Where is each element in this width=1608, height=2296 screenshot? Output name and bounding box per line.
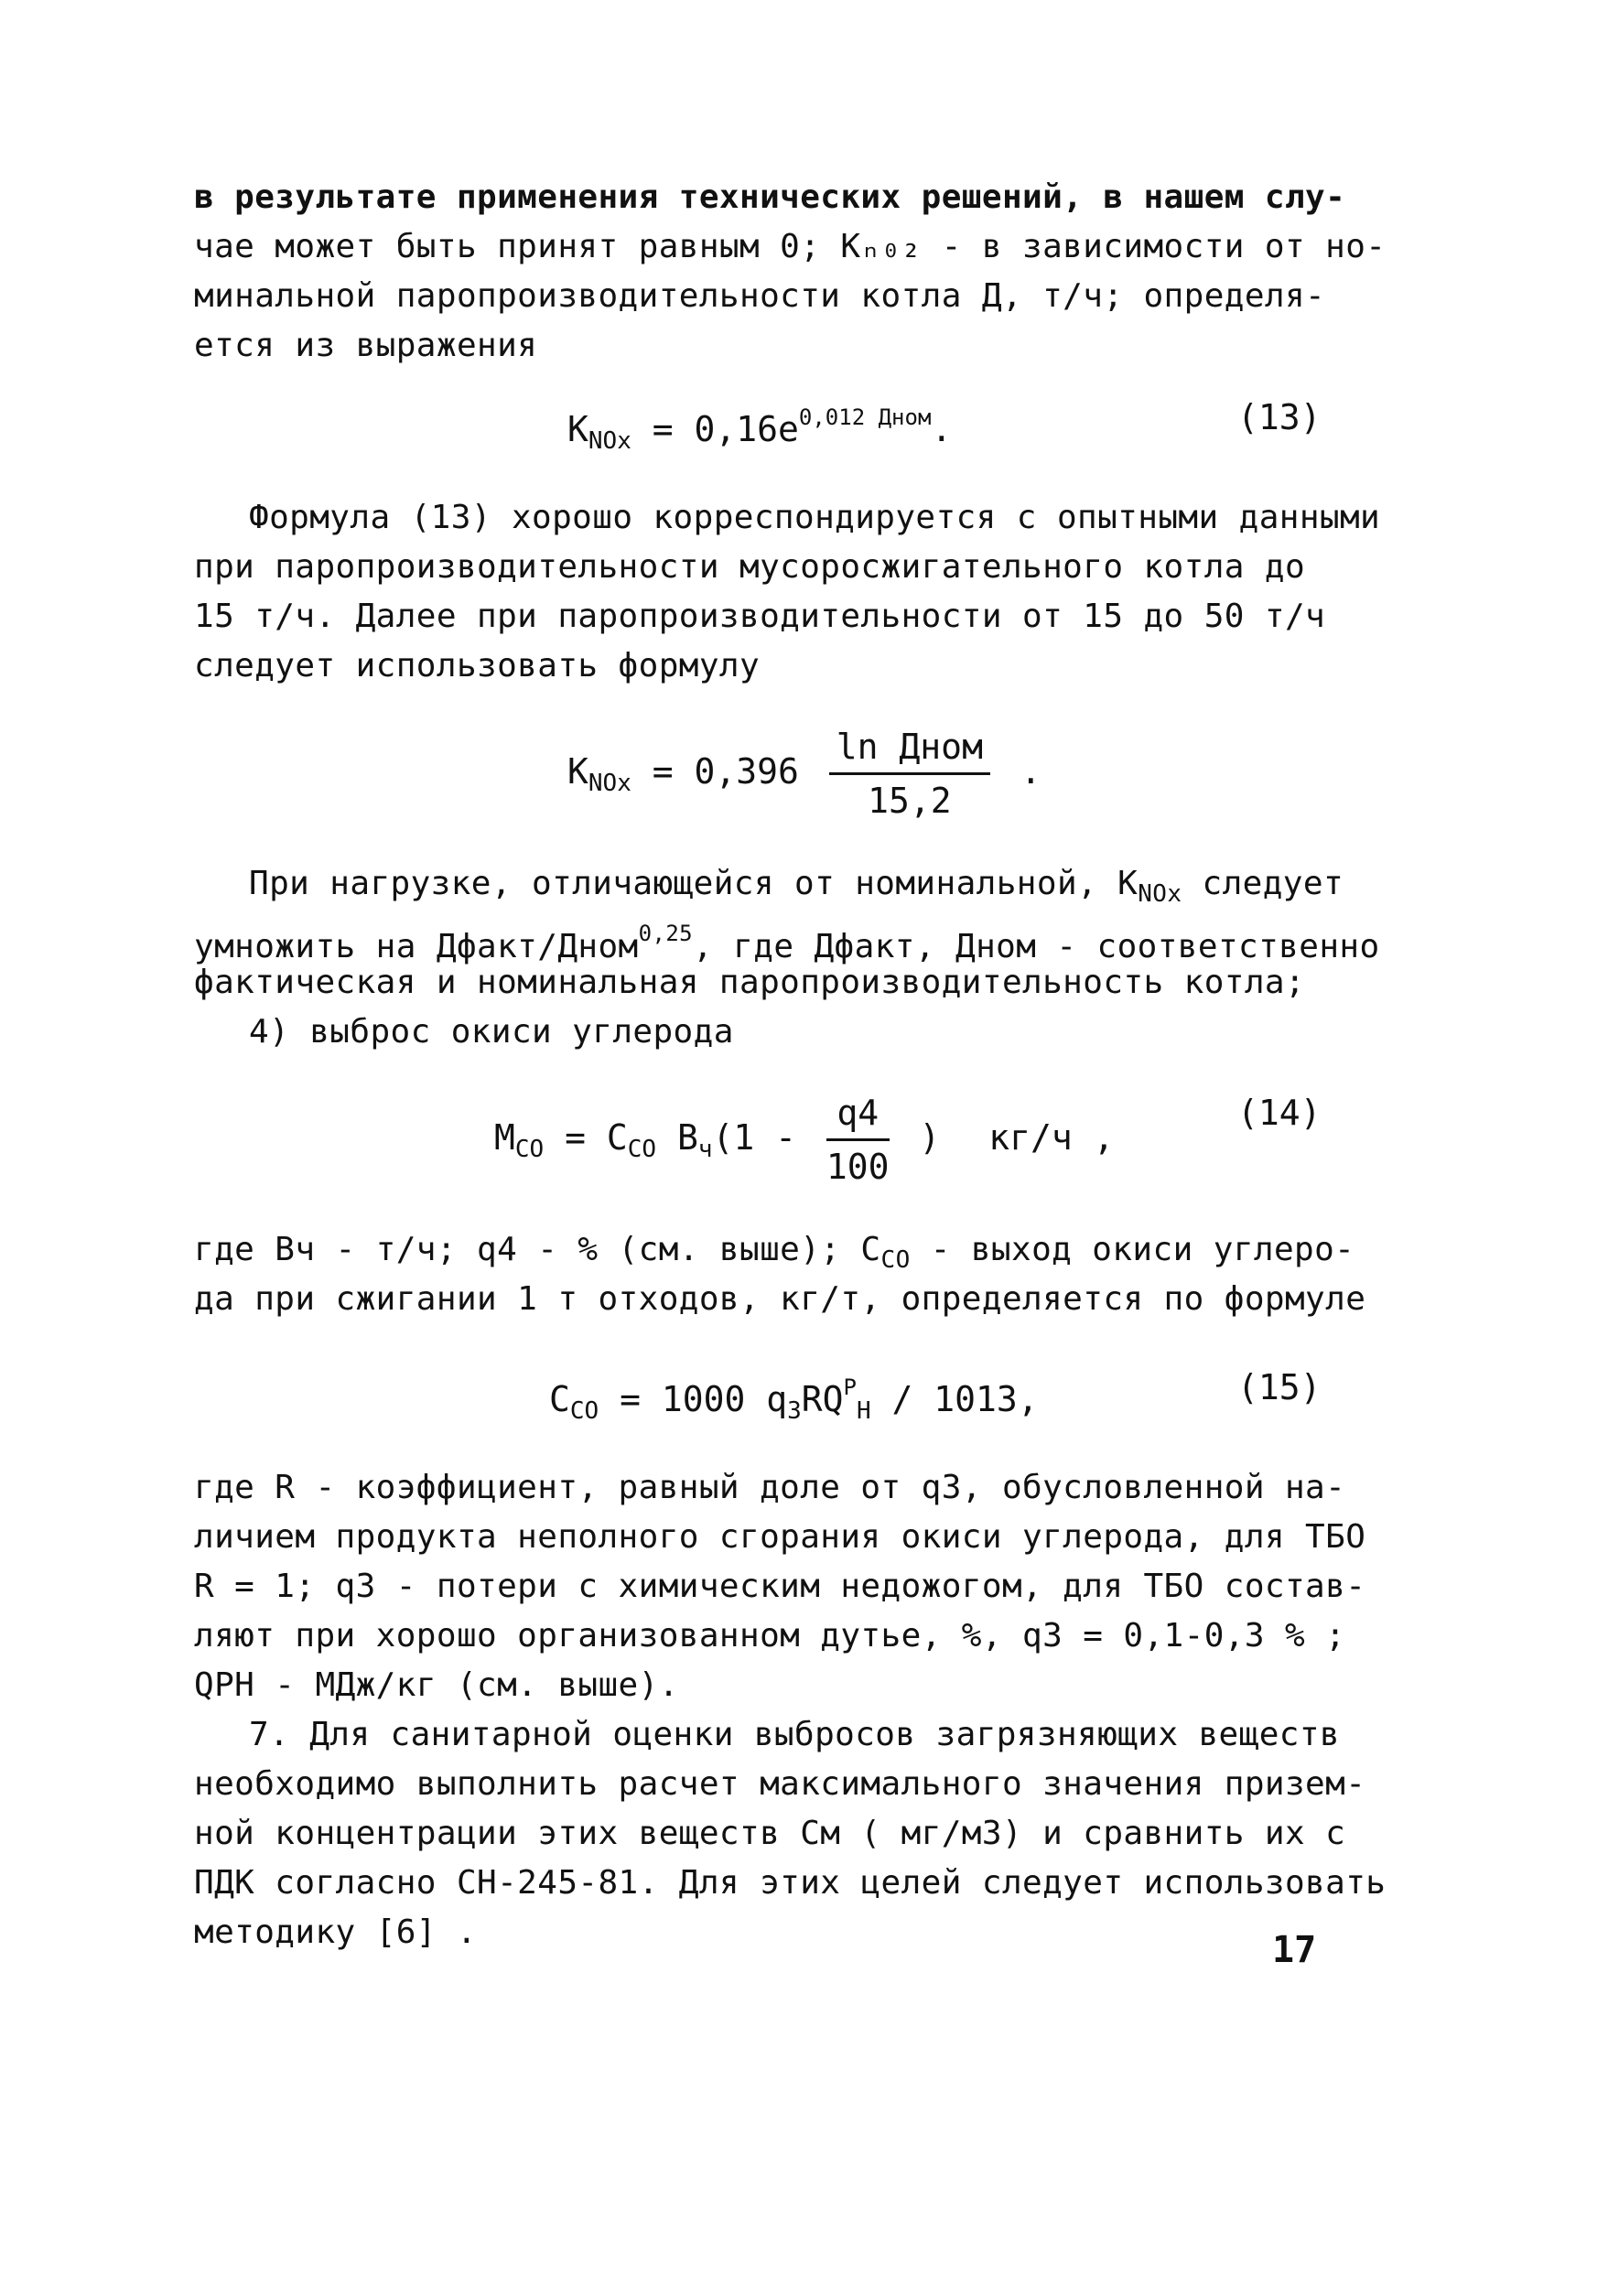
equation-number: (13) <box>1237 397 1322 437</box>
page-number: 17 <box>1272 1929 1317 1971</box>
text-line: R = 1; q3 - потери с химическим недожогом, для ТБО состав- <box>194 1568 1366 1605</box>
text-line: ПДК согласно СН-245-81. Для этих целей следует использовать <box>194 1864 1387 1902</box>
equation-number: (15) <box>1237 1367 1322 1407</box>
text-line: минальной паропроизводительности котла Д, т/ч; определя- <box>194 277 1326 315</box>
text-line: Формула (13) хорошо корреспондируется с опытными данными <box>249 499 1381 536</box>
text-line: в результате применения технических решений, в нашем слу- <box>194 178 1346 216</box>
equation-number: (14) <box>1237 1093 1322 1133</box>
text-line: умножить на Дфакт/Дном$^{0,25}$, где Дфакт, Дном - соответственно <box>194 921 1380 965</box>
text-line: 15 т/ч. Далее при паропроизводительности от 15 до 50 т/ч <box>194 598 1326 635</box>
equation-ln: $K_{NOx} = 0,396$ $\frac{\text{ln Дном}}{15,2}$ . <box>567 723 1041 825</box>
text-line: методику [6] . <box>194 1913 478 1951</box>
fraction: $\frac{\text{ln Дном}}{15,2}$ <box>829 723 990 825</box>
equation-15: $C_{CO} = 1000$ $q_3RQ^P_H / 1013$, <box>549 1374 1039 1425</box>
text-line: QPH - МДж/кг (см. выше). <box>194 1666 679 1704</box>
text-line: личием продукта неполного сгорания окиси углерода, для ТБО <box>194 1518 1366 1556</box>
text-line: ной концентрации этих веществ См ( мг/м3) и сравнить их с <box>194 1815 1346 1852</box>
text-line: 4) выброс окиси углерода <box>249 1013 734 1051</box>
text-line: ляют при хорошо организованном дутье, %, q3 = 0,1-0,3 % ; <box>194 1617 1346 1655</box>
text-line: чае может быть принят равным 0; Kₙ₀₂ - в зависимости от но- <box>194 228 1387 265</box>
text-line: где Bч - т/ч; q4 - % (см. выше); $C_{CO}$ - выход окиси углеро- <box>194 1231 1355 1274</box>
text-line: необходимо выполнить расчет максимального значения призем- <box>194 1765 1366 1803</box>
text-line: где R - коэффициент, равный доле от q3, обусловленной на- <box>194 1469 1346 1506</box>
text-line: следует использовать формулу <box>194 647 761 684</box>
equation-14: $M_{CO} = C_{CO}$ $B_ч(1$ - $\frac{q4}{100}$ ) кг/ч , <box>494 1089 1114 1191</box>
text-line: 7. Для санитарной оценки выбросов загрязняющих веществ <box>249 1716 1340 1753</box>
text-line: фактическая и номинальная паропроизводительность котла; <box>194 964 1306 1001</box>
text-line: да при сжигании 1 т отходов, кг/т, определяется по формуле <box>194 1280 1366 1318</box>
text-line: ется из выражения <box>194 327 538 364</box>
fraction: $\frac{q4}{100}$ <box>826 1089 890 1191</box>
text-line: при паропроизводительности мусоросжигательного котла до <box>194 548 1306 586</box>
equation-13: $K_{NOx} = 0,16e^{0,012 Дном}$. <box>567 404 953 455</box>
text-line: При нагрузке, отличающейся от номинальной, $K_{NOx}$ следует <box>249 865 1344 908</box>
